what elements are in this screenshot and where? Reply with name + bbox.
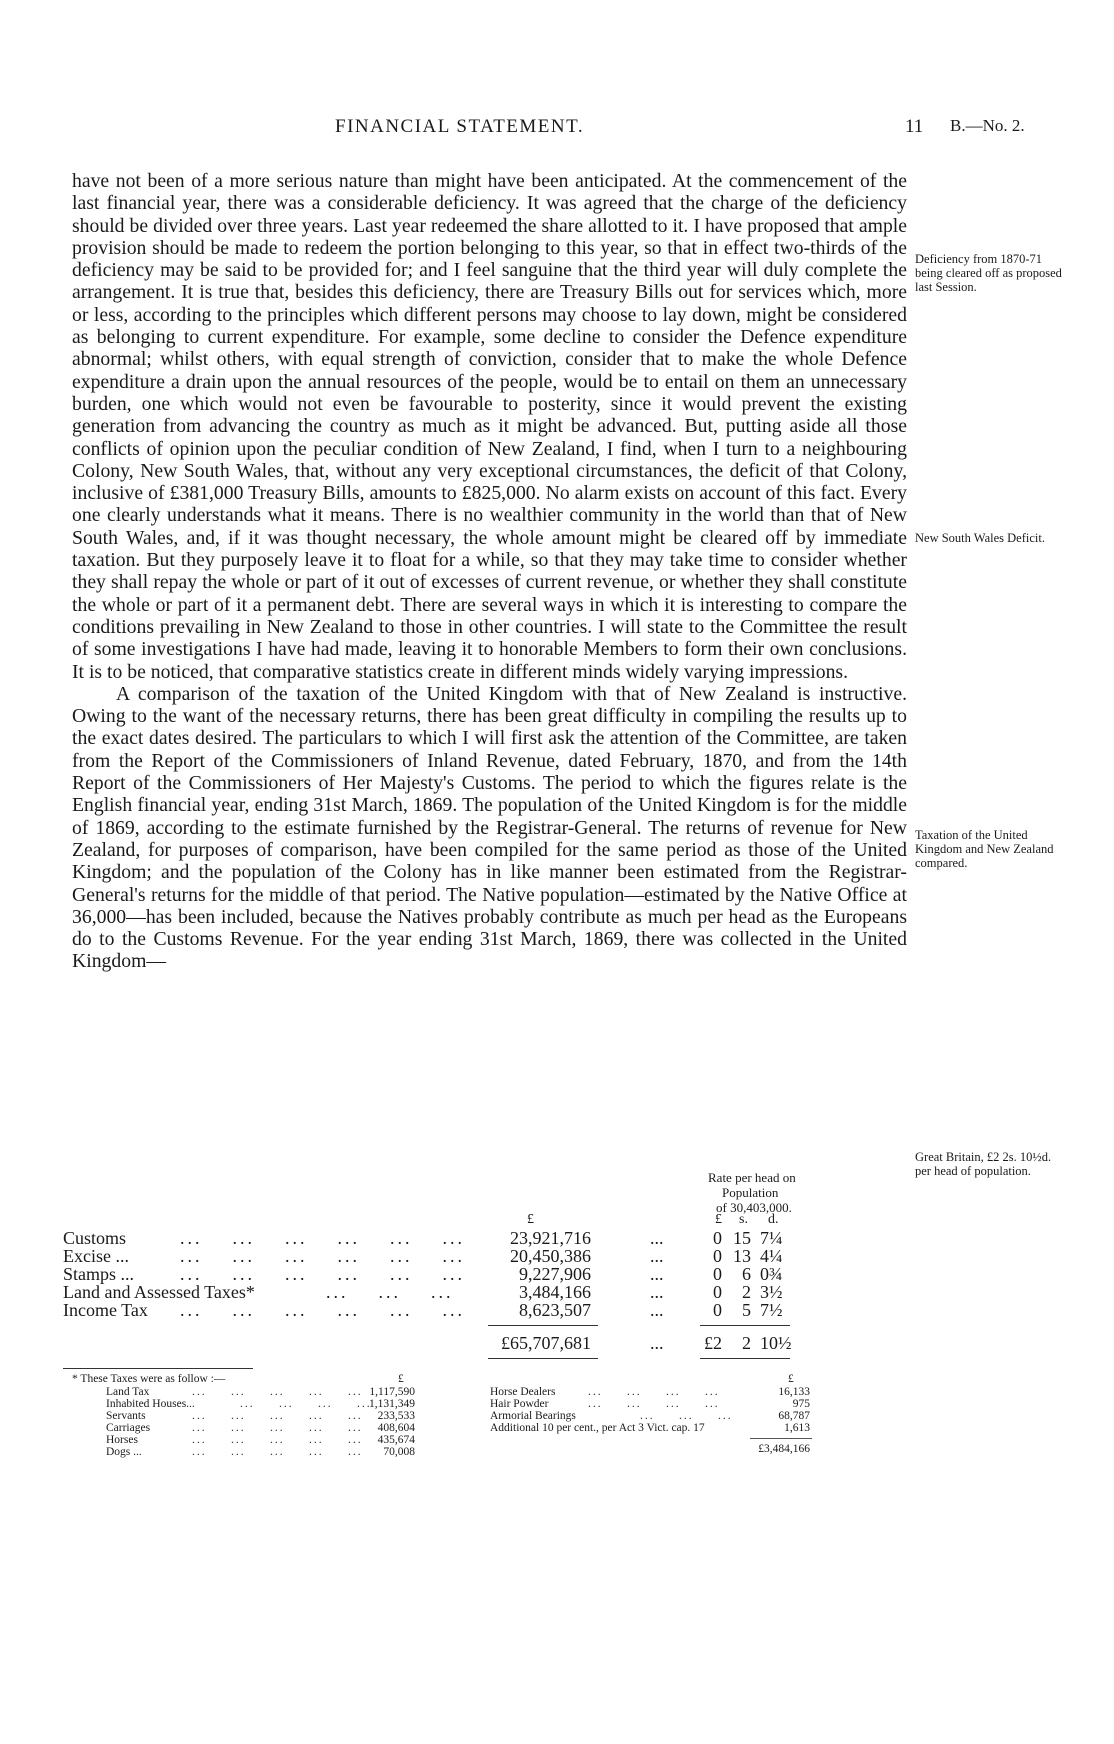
rate-shillings: 5 xyxy=(742,1300,751,1320)
rate-unit-pence: d. xyxy=(768,1212,779,1227)
total-rate-pounds: £2 xyxy=(704,1333,722,1353)
leader-dots: ... xyxy=(650,1333,664,1353)
paragraph: have not been of a more serious nature than might have been anticipated. At the commencement of the last financial year, there was a considerable deficiency. It was agreed that the charge of the deficiency should be divided over three years. Last year redeemed the share allotted to it. I have proposed that ample provision should be made to redeem the portion belonging to this year, so that in effect two-thirds of the deficiency may be said to be provided for; and I feel sanguine that the third year will duly complete the arrangement. It is true that, besides this deficiency, there are Treasury Bills out for services which, more or less, according to the principles which different persons may choose to lay down, might be considered as belonging to current expenditure. For example, some decline to consider the Defence expenditure abnormal; whilst others, with equal strength of conviction, consider that to make the whole Defence expenditure a drain upon the annual resources of the people, would be to entail on them an unnecessary burden, one which would not even be favourable to posterity, since it would prevent the existing generation from advancing the country as much as it might be advanced. But, putting aside all those conflicts of opinion upon the peculiar condition of New Zealand, I find, when I turn to a neighbouring Colony, New South Wales, that, without any very exceptional circumstances, the deficit of that Colony, inclusive of £381,000 Treasury Bills, amounts to £825,000. No alarm exists on account of this fact. Every one clearly understands what it means. There is no wealthier community in the world than that of New South Wales, and, if it was thought necessary, the whole amount might be cleared off by immediate taxation. But they purposely leave it to float for a while, so that they may take time to consider whether they shall repay the whole or part of it out of excesses of current revenue, or whether they shall constitute the whole or part of it a permanent debt. There are several ways in which it is interesting to compare the conditions prevailing in New Zealand to those in other countries. I will state to the Committee the result of some investigations I have had made, leaving it to honorable Members to form their own conclusions. It is to be noticed, that comparative statistics create in different minds widely varying impressions. xyxy=(72,170,907,683)
page-number: 11 xyxy=(905,116,924,137)
leader-dots: ... ... ... ... ... ... xyxy=(180,1228,465,1248)
footnote-total-rule xyxy=(750,1438,812,1439)
footnote-label: Hair Powder xyxy=(490,1398,549,1410)
total-rate-pence: 10½ xyxy=(760,1333,792,1353)
margin-note-nsw-deficit: New South Wales Deficit. xyxy=(915,531,1045,545)
leader-dots: ... ... ... ... ... ... xyxy=(180,1246,465,1266)
leader-dots: ... ... ... ... ... xyxy=(192,1386,363,1398)
row-label: Customs xyxy=(63,1228,127,1248)
leader-dots: ... xyxy=(650,1282,664,1302)
paragraph: A comparison of the taxation of the United Kingdom with that of New Zealand is instructive. Owing to the want of the necessary returns, there has been great difficulty in compiling the results up to the exact dates desired. The particulars to which I will first ask the attention of the Committee, are taken from the Report of the Commissioners of Inland Revenue, dated February, 1870, and from the 14th Report of the Commissioners of Her Majesty's Customs. The period to which the figures relate is the English financial year, ending 31st March, 1869. The population of the United Kingdom is for the middle of 1869, according to the estimate furnished by the Registrar-General. The returns of revenue for New Zealand, for purposes of comparison, have been compiled for the same period as those of the United Kingdom; and the population of the Colony has in like manner been estimated from the Registrar-General's returns for the middle of that period. The Native population—estimated by the Native Office at 36,000—has been included, because the Natives probably contribute as much per head as the Europeans do to the Customs Revenue. For the year ending 31st March, 1869, there was collected in the United Kingdom— xyxy=(72,682,907,973)
footnote-value: 233,533 xyxy=(377,1410,415,1422)
rate-shillings: 2 xyxy=(742,1282,751,1302)
total-rate-shillings: 2 xyxy=(742,1333,751,1353)
row-amount: 9,227,906 xyxy=(519,1264,591,1284)
margin-note-deficiency: Deficiency from 1870-71 being cleared off as proposed last Session. xyxy=(915,252,1062,294)
leader-dots: ... ... ... ... ... xyxy=(192,1446,363,1458)
footnote-value: 16,133 xyxy=(778,1386,810,1398)
footnote-label: Horses xyxy=(106,1434,138,1446)
row-label: Stamps ... xyxy=(63,1264,135,1284)
leader-dots: ... xyxy=(650,1246,664,1266)
rate-header-line: Rate per head on xyxy=(708,1170,796,1185)
running-title: FINANCIAL STATEMENT. xyxy=(335,116,585,137)
footnote-label: Inhabited Houses... xyxy=(106,1398,195,1410)
footnote-label: Additional 10 per cent., per Act 3 Vict. cap. 17 xyxy=(490,1422,705,1434)
leader-dots: ... ... ... ... xyxy=(588,1386,720,1398)
row-amount: 8,623,507 xyxy=(519,1300,591,1320)
document-reference: B.—No. 2. xyxy=(950,116,1025,135)
leader-dots: ... ... ... ... ... xyxy=(192,1410,363,1422)
leader-dots: ... xyxy=(650,1228,664,1248)
footnote-label: Carriages xyxy=(106,1422,151,1434)
leader-dots: ... ... ... xyxy=(640,1410,733,1422)
leader-dots: ... ... ... ... ... xyxy=(192,1434,363,1446)
footnote-value: 975 xyxy=(792,1398,810,1410)
footnote-value: 408,604 xyxy=(377,1422,415,1434)
footnote-value: 1,131,349 xyxy=(369,1398,415,1410)
footnote-unit: £ xyxy=(398,1373,404,1385)
rate-shillings: 13 xyxy=(733,1246,751,1266)
leader-dots: ... ... ... ... ... xyxy=(192,1422,363,1434)
footnote-label: Dogs ... xyxy=(106,1446,142,1458)
row-label: Income Tax xyxy=(63,1300,148,1320)
leader-dots: ... ... ... xyxy=(326,1282,454,1302)
rate-pounds: 0 xyxy=(713,1264,722,1284)
leader-dots: ... xyxy=(650,1264,664,1284)
rate-pounds: 0 xyxy=(713,1300,722,1320)
rate-header-line: of 30,403,000. xyxy=(716,1200,792,1215)
leader-dots: ... xyxy=(650,1300,664,1320)
footnote-unit: £ xyxy=(788,1373,794,1385)
row-label: Land and Assessed Taxes* xyxy=(63,1282,255,1302)
leader-dots: ... ... ... ... xyxy=(588,1398,720,1410)
row-amount: 23,921,716 xyxy=(510,1228,591,1248)
total-amount: £65,707,681 xyxy=(501,1333,591,1353)
footnote-label: Armorial Bearings xyxy=(490,1410,576,1422)
footnote-intro: * These Taxes were as follow :— xyxy=(72,1373,226,1385)
margin-note-great-britain: Great Britain, £2 2s. 10½d. per head of population. xyxy=(915,1150,1052,1178)
footnote-total: £3,484,166 xyxy=(758,1443,810,1455)
rate-pounds: 0 xyxy=(713,1228,722,1248)
amount-unit: £ xyxy=(527,1212,534,1227)
footnote-value: 70,008 xyxy=(383,1446,415,1458)
margin-note-taxation-compared: Taxation of the United Kingdom and New Zealand compared. xyxy=(915,828,1054,870)
rate-pence: 4¼ xyxy=(760,1246,783,1266)
rate-unit-shillings: s. xyxy=(739,1212,748,1227)
rate-pence: 3½ xyxy=(760,1282,783,1302)
rate-pence: 7¼ xyxy=(760,1228,783,1248)
rate-pence: 7½ xyxy=(760,1300,783,1320)
rate-pounds: 0 xyxy=(713,1282,722,1302)
rate-unit-pounds: £ xyxy=(715,1212,722,1227)
leader-dots: ... ... ... ... ... ... xyxy=(180,1300,465,1320)
rate-pounds: 0 xyxy=(713,1246,722,1266)
rate-pence: 0¾ xyxy=(760,1264,783,1284)
footnote-value: 1,117,590 xyxy=(369,1386,415,1398)
rate-shillings: 15 xyxy=(733,1228,751,1248)
footnote-label: Servants xyxy=(106,1410,146,1422)
row-label: Excise ... xyxy=(63,1246,129,1266)
footnote-value: 435,674 xyxy=(377,1434,415,1446)
row-amount: 3,484,166 xyxy=(519,1282,591,1302)
leader-dots: ... ... ... ... ... ... xyxy=(180,1264,465,1284)
footnote-label: Horse Dealers xyxy=(490,1386,556,1398)
footnote-value: 1,613 xyxy=(784,1422,810,1434)
footnote-value: 68,787 xyxy=(778,1410,810,1422)
footnote-label: Land Tax xyxy=(106,1386,150,1398)
leader-dots: ... ... ... ... xyxy=(240,1398,372,1410)
rate-header-line: Population xyxy=(722,1185,779,1200)
row-amount: 20,450,386 xyxy=(510,1246,591,1266)
rate-shillings: 6 xyxy=(742,1264,751,1284)
